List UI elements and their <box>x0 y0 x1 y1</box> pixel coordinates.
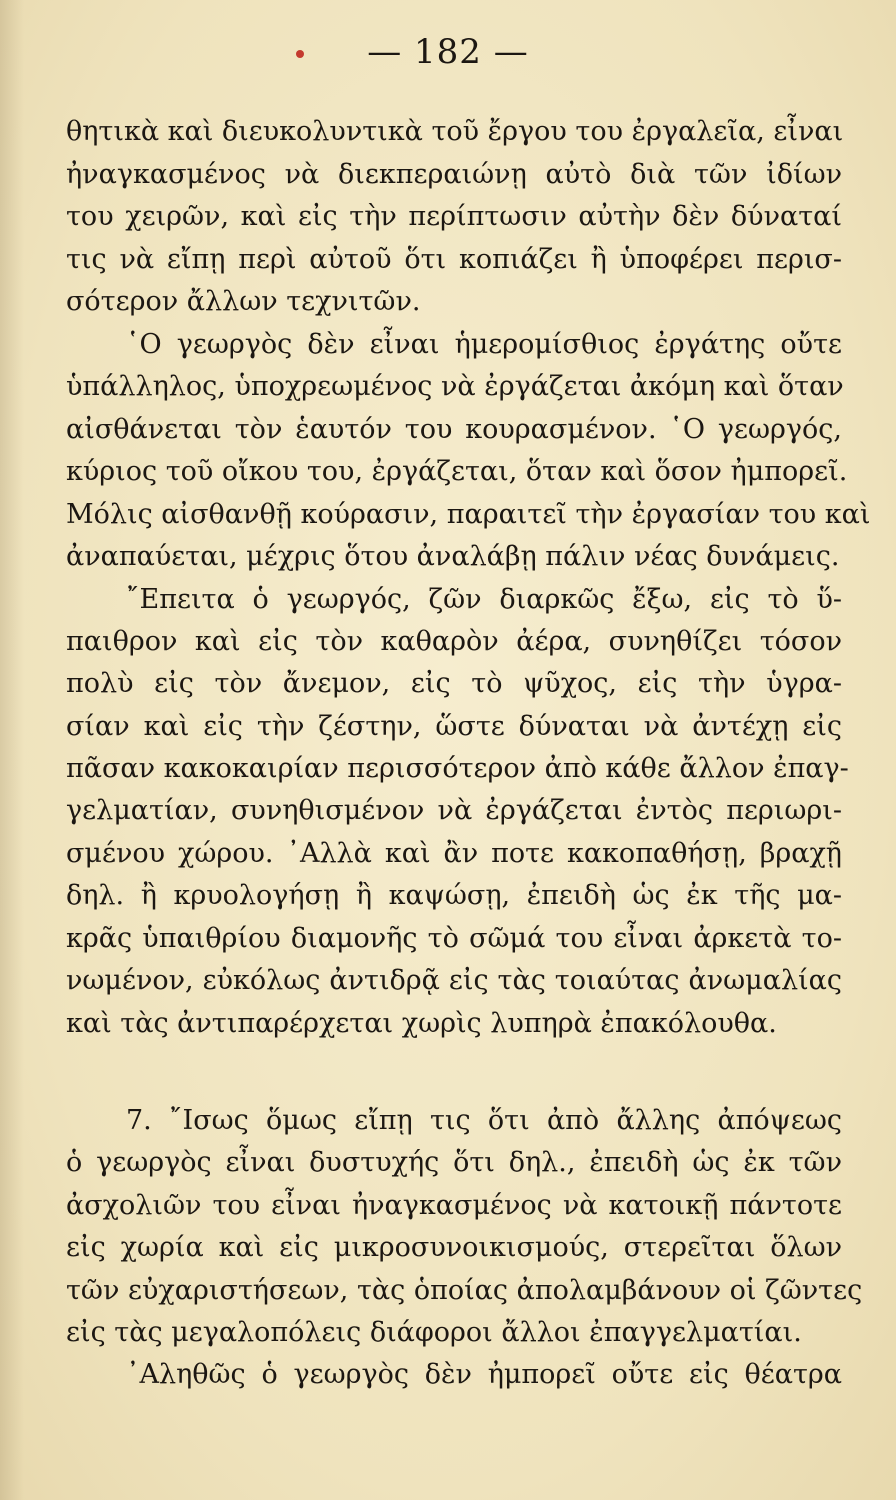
text-line: παιθρον καὶ εἰς τὸν καθαρὸν ἀέρα, συνηθίζει τόσον <box>66 626 842 657</box>
text-line: του χειρῶν, καὶ εἰς τὴν περίπτωσιν αὐτὴν δὲν δύναταί <box>66 201 842 232</box>
text-line: εἰς τὰς μεγαλοπόλεις διάφοροι ἄλλοι ἐπαγγελματίαι. <box>66 1317 802 1348</box>
text-line: γελματίαν, συνηθισμένον νὰ ἐργάζεται ἐντὸς περιωρι- <box>66 795 842 826</box>
text-line: κύριος τοῦ οἴκου του, ἐργάζεται, ὅταν καὶ ὅσον ἠμπορεῖ. <box>66 456 848 487</box>
text-line: σίαν καὶ εἰς τὴν ζέστην, ὥστε δύναται νὰ ἀντέχῃ εἰς <box>66 711 842 742</box>
text-line: ἀσχολιῶν του εἶναι ἠναγκασμένος νὰ κατοικῇ πάντοτε <box>66 1190 842 1221</box>
text-line: ῾Ο γεωργὸς δὲν εἶναι ἡμερομίσθιος ἐργάτης οὔτε <box>126 329 842 360</box>
text-line: δηλ. ἢ κρυολογήσῃ ἢ καψώσῃ, ἐπειδὴ ὡς ἐκ τῆς μα- <box>66 880 842 911</box>
text-line: θητικὰ καὶ διευκολυντικὰ τοῦ ἔργου του ἐργαλεῖα, εἶναι <box>66 116 844 147</box>
text-line: νωμένον, εὐκόλως ἀντιδρᾷ εἰς τὰς τοιαύτας ἀνωμαλίας <box>66 965 842 996</box>
text-line: καὶ τὰς ἀντιπαρέρχεται χωρὶς λυπηρὰ ἐπακόλουθα. <box>66 1008 777 1039</box>
text-line: ῎Επειτα ὁ γεωργός, ζῶν διαρκῶς ἔξω, εἰς τὸ ὕ- <box>126 584 842 615</box>
text-line: σότερον ἄλλων τεχνιτῶν. <box>66 286 421 317</box>
text-line: τῶν εὐχαριστήσεων, τὰς ὁποίας ἀπολαμβάνουν οἱ ζῶντες <box>66 1275 863 1306</box>
page-number: — 182 — <box>367 32 529 72</box>
text-line: σμένου χώρου. ᾿Αλλὰ καὶ ἂν ποτε κακοπαθήσῃ, βραχῇ <box>66 838 842 869</box>
text-line: Μόλις αἰσθανθῇ κούρασιν, παραιτεῖ τὴν ἐργασίαν του καὶ <box>66 499 871 530</box>
text-line: ᾿Αληθῶς ὁ γεωργὸς δὲν ἠμπορεῖ οὔτε εἰς θέατρα <box>126 1359 842 1390</box>
text-line: 7. ῎Ισως ὅμως εἴπῃ τις ὅτι ἀπὸ ἄλλης ἀπόψεως <box>126 1105 842 1136</box>
text-line: ὑπάλληλος, ὑποχρεωμένος νὰ ἐργάζεται ἀκόμη καὶ ὅταν <box>66 371 844 402</box>
text-line: εἰς χωρία καὶ εἰς μικροσυνοικισμούς, στερεῖται ὅλων <box>66 1232 842 1263</box>
page-binding-shadow <box>0 0 24 1500</box>
text-line: αἰσθάνεται τὸν ἑαυτόν του κουρασμένον. ῾Ο γεωργός, <box>66 414 842 445</box>
text-line: πᾶσαν κακοκαιρίαν περισσότερον ἀπὸ κάθε ἄλλον ἐπαγ- <box>66 753 849 784</box>
text-line: ὁ γεωργὸς εἶναι δυστυχής ὅτι δηλ., ἐπειδὴ ὡς ἐκ τῶν <box>66 1147 842 1178</box>
text-line: κρᾶς ὑπαιθρίου διαμονῆς τὸ σῶμά του εἶναι ἀρκετὰ το- <box>66 923 842 954</box>
text-line: πολὺ εἰς τὸν ἄνεμον, εἰς τὸ ψῦχος, εἰς τὴν ὑγρα- <box>66 668 842 699</box>
text-line: ἠναγκασμένος νὰ διεκπεραιώνῃ αὐτὸ διὰ τῶν ἰδίων <box>66 159 842 190</box>
text-line: ἀναπαύεται, μέχρις ὅτου ἀναλάβῃ πάλιν νέας δυνάμεις. <box>66 541 840 572</box>
text-line: τις νὰ εἴπῃ περὶ αὐτοῦ ὅτι κοπιάζει ἢ ὑποφέρει περισ- <box>66 244 842 275</box>
